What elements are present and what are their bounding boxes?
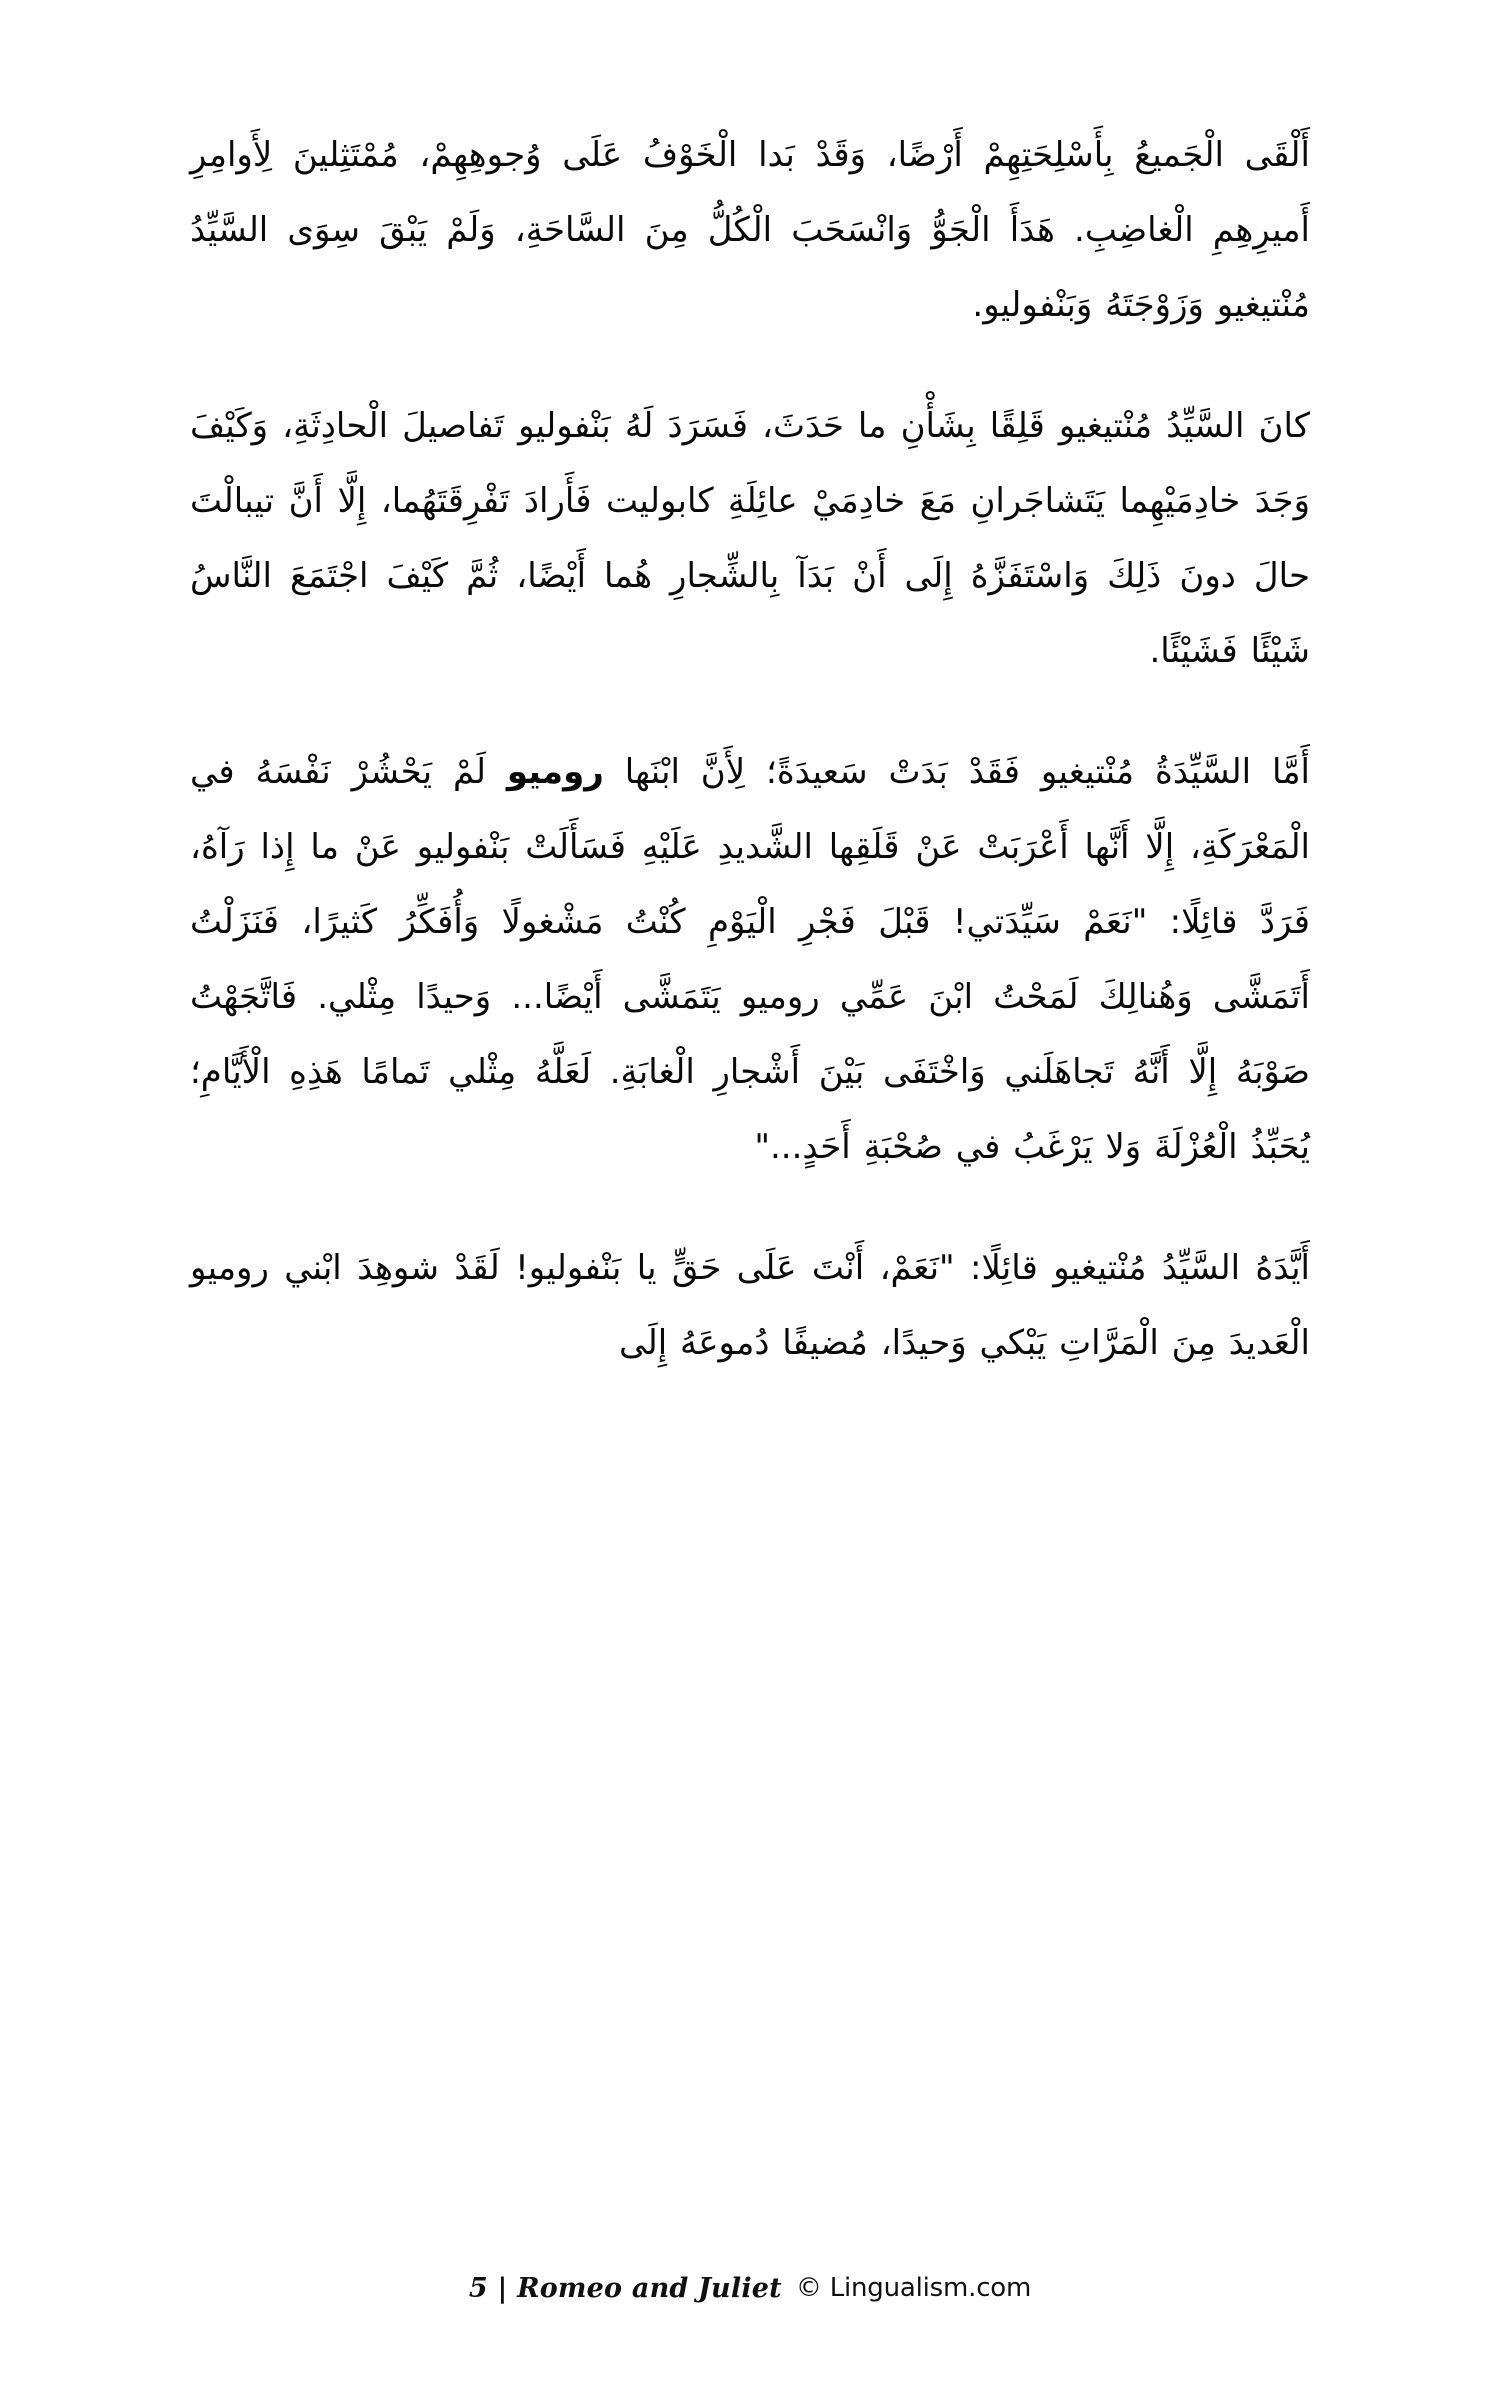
paragraph-3 <box>190 735 1310 1185</box>
page-footer <box>0 2258 1500 2318</box>
paragraph-1 <box>190 118 1310 343</box>
paragraph-3-text-part-2: لَمْ يَحْشُرْ نَفْسَهُ في الْمَعْرَكَةِ، إِلَّا أَنَّها أَعْرَبَتْ عَنْ قَلَقِها الشَّديدِ عَلَيْهِ فَسَأَلَتْ بَنْفوليو عَنْ ما إِذا رَآهُ، فَرَدَّ قائِلًا: "نَعَمْ سَيِّدَتي! قَبْلَ فَجْرِ الْيَوْمِ كُنْتُ مَشْغولًا وَأُفَكِّرُ كَثيرًا، فَنَزَلْتُ أَتَمَشَّى وَهُنالِكَ لَمَحْتُ ابْنَ عَمِّي روميو يَتَمَشَّى أَيْضًا... وَحيدًا مِثْلي. فَاتَّجَهْتُ صَوْبَهُ إِلَّا أَنَّهُ تَجاهَلَني وَاخْتَفَى بَيْنَ أَشْجارِ الْغابَةِ. لَعَلَّهُ مِثْلي تَمامًا هَذِهِ الْأَيَّامِ؛ يُحَبِّذُ الْعُزْلَةَ وَلا يَرْغَبُ في صُحْبَةِ أَحَدٍ..." <box>190 752 1310 1167</box>
paragraph-2 <box>190 389 1310 689</box>
footer-credit: © Lingualism.com <box>795 2273 1032 2303</box>
character-name-romeo: روميو <box>506 752 604 792</box>
page-body <box>190 118 1310 1381</box>
paragraph-3-text-part-1: أَمَّا السَّيِّدَةُ مُنْتيغيو فَقَدْ بَدَتْ سَعيدَةً؛ لِأَنَّ ابْنَها <box>603 752 1310 792</box>
footer-page-and-title: 5 | Romeo and Juliet <box>468 2272 782 2304</box>
paragraph-4 <box>190 1231 1310 1381</box>
paragraph-4-text: أَيَّدَهُ السَّيِّدُ مُنْتيغيو قائِلًا: "نَعَمْ، أَنْتَ عَلَى حَقٍّ يا بَنْفوليو! لَقَدْ شوهِدَ ابْني روميو الْعَديدَ مِنَ الْمَرَّاتِ يَبْكي وَحيدًا، مُضيفًا دُموعَهُ إِلَى <box>190 1248 1310 1363</box>
paragraph-1-text: أَلْقَى الْجَميعُ بِأَسْلِحَتِهِمْ أَرْضًا، وَقَدْ بَدا الْخَوْفُ عَلَى وُجوهِهِمْ، مُمْتَثِلينَ لِأَوامِرِ أَميرِهِمِ الْغاضِبِ. هَدَأَ الْجَوُّ وَانْسَحَبَ الْكُلُّ مِنَ السَّاحَةِ، وَلَمْ يَبْقَ سِوَى السَّيِّدُ مُنْتيغيو وَزَوْجَتَهُ وَبَنْفوليو. <box>190 135 1310 325</box>
paragraph-2-text: كانَ السَّيِّدُ مُنْتيغيو قَلِقًا بِشَأْنِ ما حَدَثَ، فَسَرَدَ لَهُ بَنْفوليو تَفاصيلَ الْحادِثَةِ، وَكَيْفَ وَجَدَ خادِمَيْهِما يَتَشاجَرانِ مَعَ خادِمَيْ عائِلَةِ كابوليت فَأَرادَ تَفْرِقَتَهُما، إِلَّا أَنَّ تيبالْتَ حالَ دونَ ذَلِكَ وَاسْتَفَزَّهُ إِلَى أَنْ بَدَآ بِالشِّجارِ هُما أَيْضًا، ثُمَّ كَيْفَ اجْتَمَعَ النَّاسُ شَيْئًا فَشَيْئًا. <box>190 406 1310 671</box>
